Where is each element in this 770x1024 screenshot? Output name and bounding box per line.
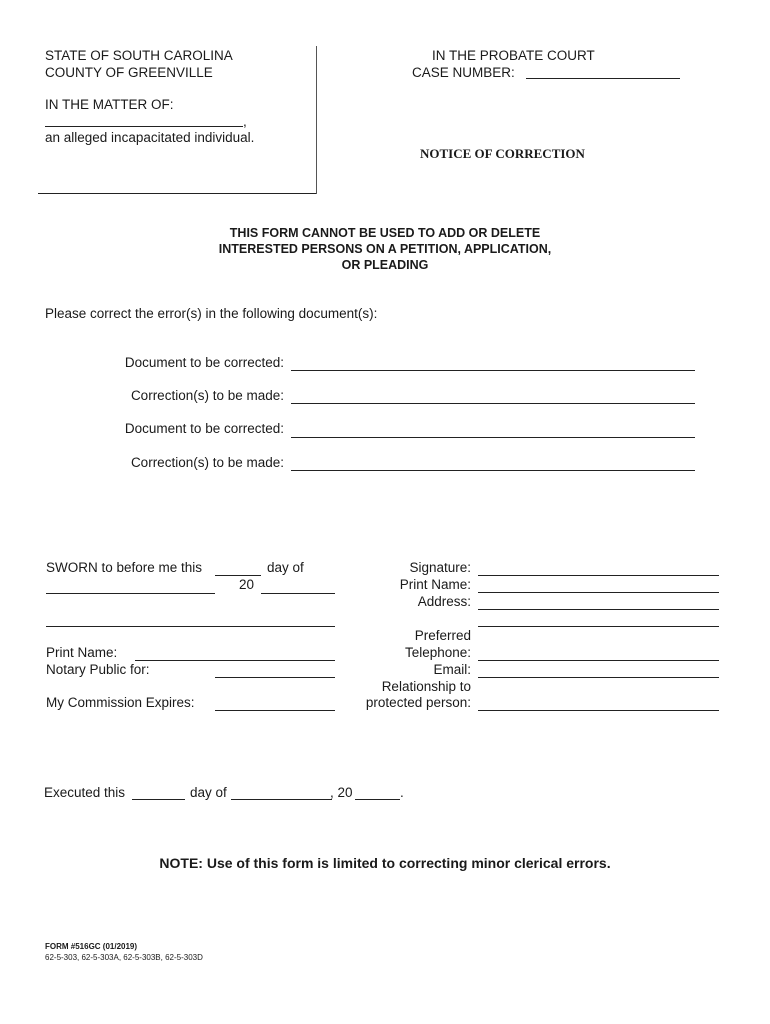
state-label: STATE OF SOUTH CAROLINA bbox=[45, 48, 233, 63]
executed-year-field[interactable] bbox=[355, 799, 400, 800]
telephone-label: Telephone: bbox=[404, 645, 471, 660]
year-prefix-label: 20 bbox=[239, 577, 255, 592]
court-label: IN THE PROBATE COURT bbox=[432, 48, 595, 63]
executed-day-field[interactable] bbox=[132, 799, 185, 800]
header-bottom-rule bbox=[38, 193, 316, 194]
preferred-label: Preferred bbox=[414, 628, 471, 643]
address-label: Address: bbox=[417, 594, 471, 609]
relationship-label-2: protected person: bbox=[365, 695, 471, 710]
executed-day-of-label: day of bbox=[190, 785, 227, 800]
signature-label: Signature: bbox=[409, 560, 471, 575]
warning-line-2: INTERESTED PERSONS ON A PETITION, APPLICATION, bbox=[218, 242, 552, 256]
warning-line-1: THIS FORM CANNOT BE USED TO ADD OR DELETE bbox=[229, 226, 541, 240]
document-corrected-label: Document to be corrected: bbox=[124, 355, 284, 370]
correction-made-field[interactable] bbox=[291, 470, 695, 471]
warning-line-3: OR PLEADING bbox=[341, 258, 429, 272]
notary-public-for-label: Notary Public for: bbox=[46, 662, 150, 677]
address-field-2[interactable] bbox=[478, 626, 719, 627]
day-of-label: day of bbox=[267, 560, 304, 575]
form-id: FORM #516GC (01/2019) bbox=[45, 942, 138, 951]
document-corrected-field[interactable] bbox=[291, 370, 695, 371]
notary-print-name-field[interactable] bbox=[135, 660, 335, 661]
commission-expires-field[interactable] bbox=[215, 710, 335, 711]
clerical-note: NOTE: Use of this form is limited to correcting minor clerical errors. bbox=[159, 855, 611, 871]
intro-text: Please correct the error(s) in the following document(s): bbox=[45, 306, 378, 321]
correction-made-field[interactable] bbox=[291, 403, 695, 404]
telephone-field[interactable] bbox=[478, 660, 719, 661]
executed-month-field[interactable] bbox=[231, 799, 332, 800]
sworn-label: SWORN to before me this bbox=[46, 560, 203, 575]
email-label: Email: bbox=[433, 662, 471, 677]
header-divider bbox=[316, 46, 317, 194]
statute-references: 62-5-303, 62-5-303A, 62-5-303B, 62-5-303D bbox=[45, 953, 203, 962]
matter-label: IN THE MATTER OF: bbox=[45, 97, 174, 112]
relationship-label-1: Relationship to bbox=[381, 679, 471, 694]
signature-field[interactable] bbox=[478, 575, 719, 576]
document-corrected-label: Document to be corrected: bbox=[124, 421, 284, 436]
document-title: NOTICE OF CORRECTION bbox=[420, 146, 585, 161]
sworn-year-field[interactable] bbox=[261, 593, 335, 594]
signer-print-name-label: Print Name: bbox=[399, 577, 471, 592]
sworn-day-field[interactable] bbox=[215, 575, 261, 576]
notary-print-name-label: Print Name: bbox=[46, 645, 118, 660]
signer-print-name-field[interactable] bbox=[478, 592, 719, 593]
correction-made-label: Correction(s) to be made: bbox=[130, 455, 284, 470]
notary-public-for-field[interactable] bbox=[215, 677, 335, 678]
alleged-individual-label: an alleged incapacitated individual. bbox=[45, 130, 255, 145]
correction-made-label: Correction(s) to be made: bbox=[130, 388, 284, 403]
document-corrected-field[interactable] bbox=[291, 437, 695, 438]
email-field[interactable] bbox=[478, 677, 719, 678]
notary-signature-field[interactable] bbox=[46, 626, 335, 627]
commission-expires-label: My Commission Expires: bbox=[46, 695, 195, 710]
address-field-1[interactable] bbox=[478, 609, 719, 610]
matter-name-field[interactable] bbox=[45, 126, 243, 127]
case-number-label: CASE NUMBER: bbox=[412, 65, 515, 80]
executed-year-prefix: , 20 bbox=[330, 785, 353, 800]
sworn-month-field[interactable] bbox=[46, 593, 215, 594]
case-number-field[interactable] bbox=[526, 78, 680, 79]
matter-comma: , bbox=[243, 114, 247, 129]
executed-period: . bbox=[400, 785, 404, 800]
executed-label: Executed this bbox=[44, 785, 126, 800]
county-label: COUNTY OF GREENVILLE bbox=[45, 65, 213, 80]
relationship-field[interactable] bbox=[478, 710, 719, 711]
